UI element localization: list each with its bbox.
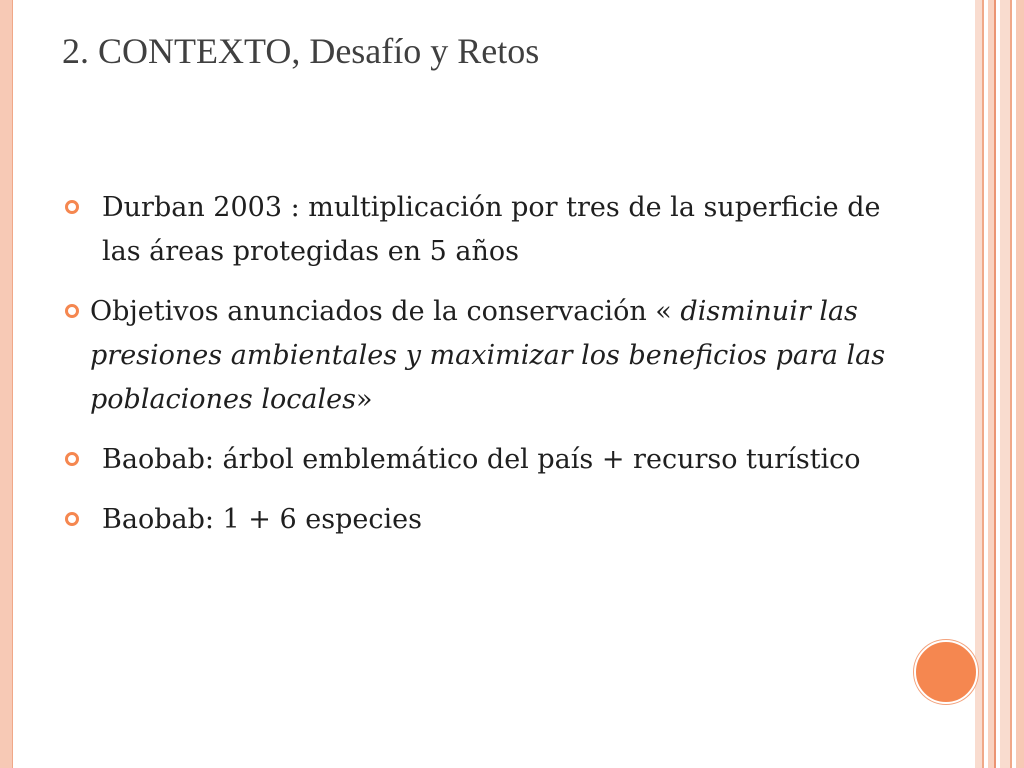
bullet-item [62,438,902,482]
circle-bullet-icon [64,199,80,215]
bullet-text-suffix: » [355,384,373,415]
right-stripe [1000,0,1010,768]
bullet-text [62,290,902,422]
left-border [0,0,13,768]
bullet-text: Durban 2003 : multiplicación por tres de la superficie de las áreas protegidas en 5 años [102,192,881,267]
decorative-orange-circle [914,640,978,704]
right-stripe [1016,0,1024,768]
right-stripe [994,0,996,768]
circle-bullet-icon [64,511,80,527]
bullet-item [62,498,902,542]
bullet-text-prefix: Objetivos anunciados de la conservación « [90,296,681,327]
bullet-text: Baobab: árbol emblemático del país + recurso turístico [102,444,861,475]
right-stripe [982,0,984,768]
right-stripe [975,0,982,768]
circle-bullet-icon [64,303,80,319]
bullet-text: Baobab: 1 + 6 especies [102,504,422,535]
circle-bullet-icon [64,451,80,467]
slide-title: 2. CONTEXTO, Desafío y Retos [62,31,540,71]
bullet-list [62,186,902,558]
bullet-item [62,186,902,274]
right-stripe [1010,0,1012,768]
bullet-item [62,290,902,422]
bullet-text-italic: disminuir las presiones ambientales y maximizar los beneficios para las poblaciones locales [90,296,886,415]
